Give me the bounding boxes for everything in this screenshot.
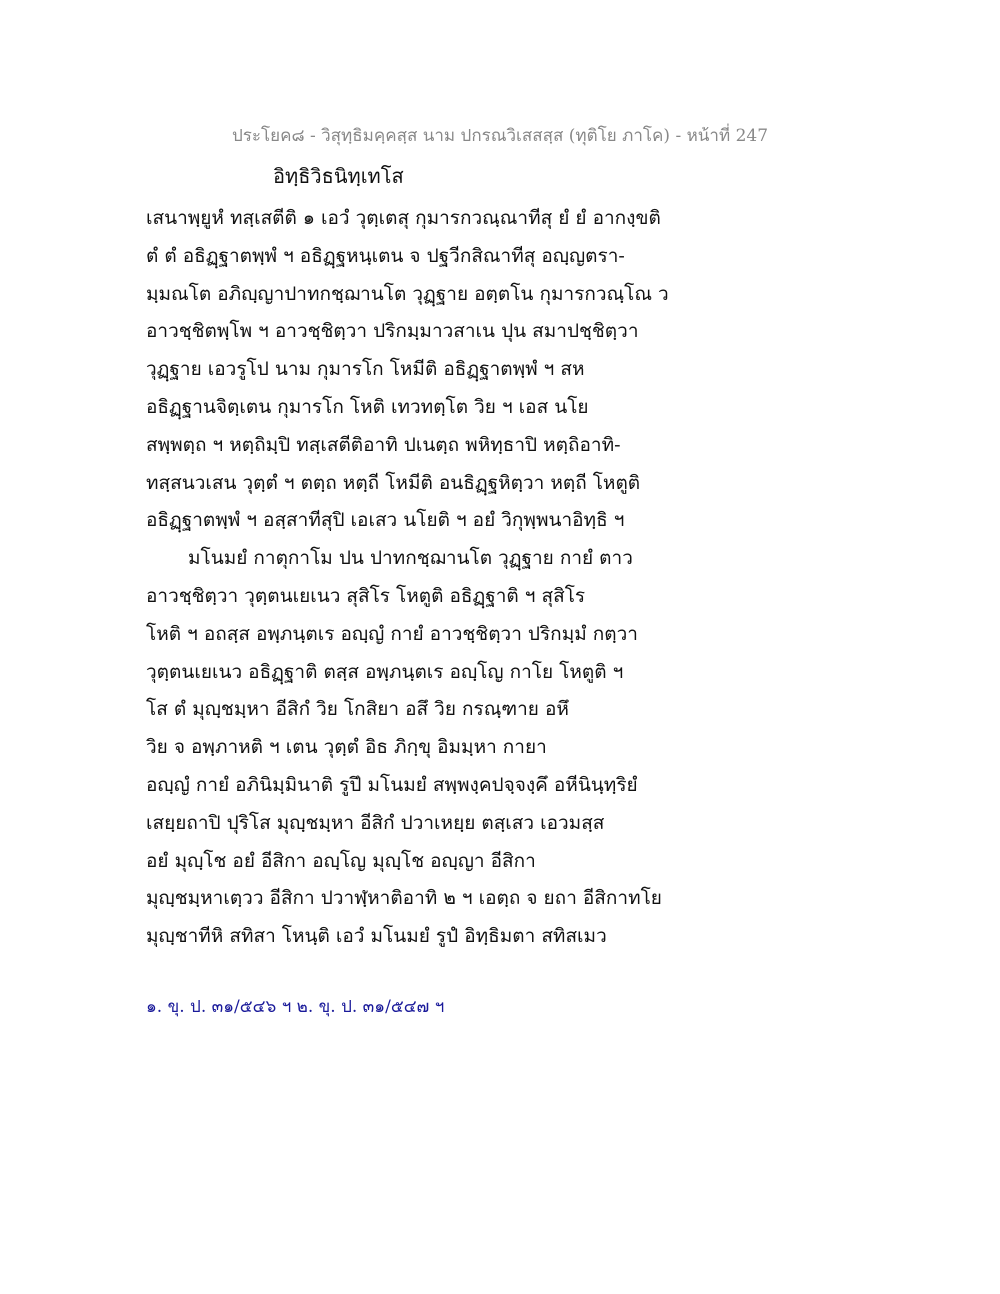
text-line: วิย จ อพฺภาหติ ฯ เตน วุตฺตํ อิธ ภิกฺขุ อิมมฺหา กายา [146,736,547,759]
text-line: มุญฺชมฺหาเตฺวว อีสิกา ปวาฬฺหาติอาทิ ๒ ฯ เอตฺถ จ ยถา อีสิกาทโย [146,887,662,910]
text-line: อธิฏฺฐานจิตฺเตน กุมารโก โหติ เทวทตฺโต วิย ฯ เอส นโย [146,395,589,418]
body-text [146,200,676,956]
paragraph-start-line: มโนมยํ กาตุกาโม ปน ปาทกชฺฌานโต วุฏฺฐาย กายํ ตาว [188,547,633,570]
text-line: อาวชฺชิตพฺโพ ฯ อาวชฺชิตฺวา ปริกมฺมาวสาเน ปุน สมาปชฺชิตฺวา [146,320,639,343]
footnote: ๑. ขุ. ป. ๓๑/๕๔๖ ฯ ๒. ขุ. ป. ๓๑/๕๔๗ ฯ [146,997,445,1017]
section-title: อิทฺธิวิธนิทฺเทโส [273,164,404,188]
running-header: ประโยค๘ - วิสุทฺธิมคฺคสฺส นาม ปกรณวิเสสสฺส (ทุติโย ภาโค) - หน้าที่ 247 [231,126,769,146]
text-line: สพฺพตฺถ ฯ หตฺถิมฺปิ ทสฺเสตีติอาทิ ปเนตฺถ พหิทฺธาปิ หตฺถิอาทิ- [146,433,621,456]
text-line: อาวชฺชิตฺวา วุตฺตนเยเนว สุสิโร โหตูติ อธิฏฺฐาติ ฯ สุสิโร [146,584,586,607]
text-line: อญฺญํ กายํ อภินิมฺมินาติ รูปึ มโนมยํ สพฺพงฺคปจฺจงฺคึ อหีนินฺทฺริยํ [146,773,638,796]
text-line: เสนาพฺยูหํ ทสฺเสตีติ ๑ เอวํ วุตฺเตสุ กุมารกวณฺณาทีสุ ยํ ยํ อากงฺขติ [146,207,661,229]
text-line: ตํ ตํ อธิฏฺฐาตพฺพํ ฯ อธิฏฺฐหนฺเตน จ ปฐวีกสิณาทีสุ อญฺญตรา- [146,244,625,267]
text-line: มฺมณโต อภิญฺญาปาทกชฺฌานโต วุฏฺฐาย อตฺตโน กุมารกวณฺโณ ว [146,282,669,305]
text-line: อธิฏฺฐาตพฺพํ ฯ อสฺสาทีสุปิ เอเสว นโยติ ฯ อยํ วิกุพฺพนาอิทฺธิ ฯ [146,509,625,532]
text-line: วุฏฺฐาย เอวรูโป นาม กุมารโก โหมีติ อธิฏฺฐาตพฺพํ ฯ สห [146,358,585,381]
text-line: เสยฺยถาปิ ปุริโส มุญฺชมฺหา อีสิกํ ปวาเหยฺย ตสฺเสว เอวมสฺส [146,811,605,834]
text-line: อยํ มุญฺโช อยํ อีสิกา อญฺโญ มุญฺโช อญฺญา อีสิกา [146,849,536,872]
text-line: วุตฺตนเยเนว อธิฏฺฐาติ ตสฺส อพฺภนฺตเร อญฺโญ กาโย โหตูติ ฯ [146,660,624,683]
text-line: โหติ ฯ อถสฺส อพฺภนฺตเร อญฺญํ กายํ อาวชฺชิตฺวา ปริกมฺมํ กตฺวา [146,622,638,645]
text-line: โส ตํ มุญฺชมฺหา อีสิกํ วิย โกสิยา อสึ วิย กรณฺฑาย อหึ [146,698,569,721]
text-line: ทสฺสนวเสน วุตฺตํ ฯ ตตฺถ หตฺถี โหมีติ อนธิฏฺฐหิตฺวา หตฺถี โหตูติ [146,471,641,494]
text-line: มุญฺชาทีหิ สทิสา โหนฺติ เอวํ มโนมยํ รูปํ อิทฺธิมตา สทิสเมว [146,925,607,948]
